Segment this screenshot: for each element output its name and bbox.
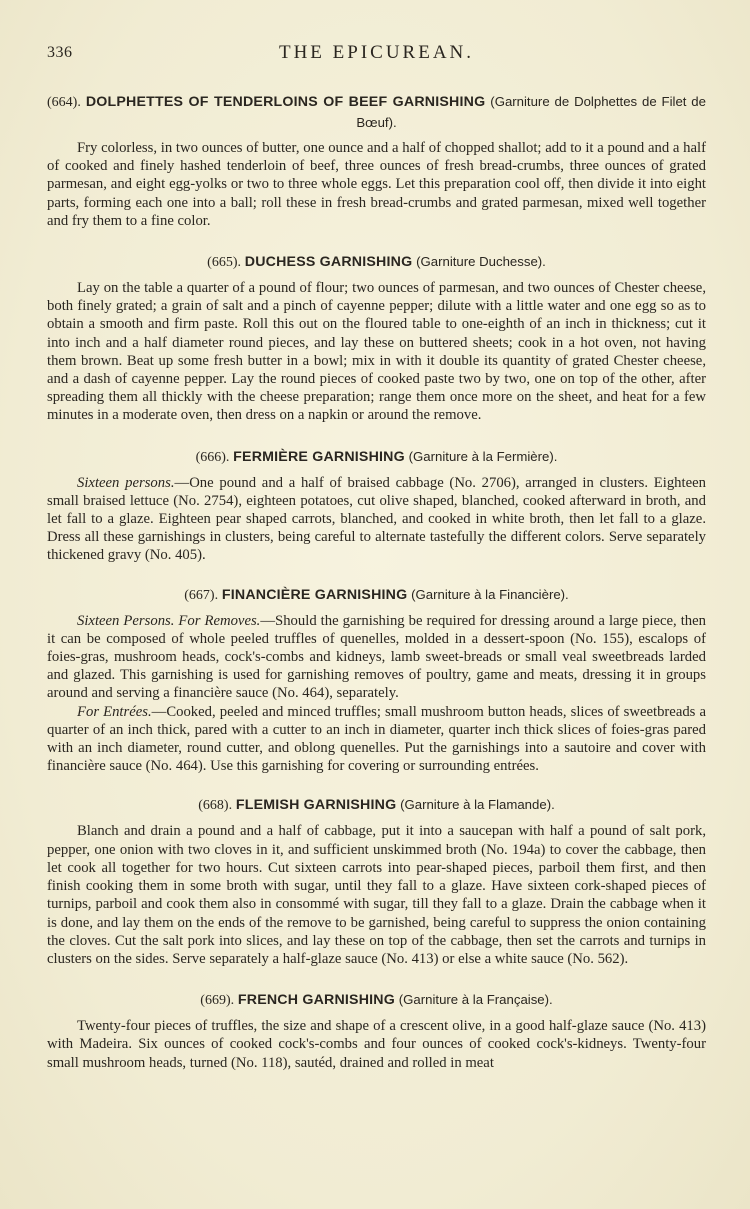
recipe-665	[47, 252, 706, 425]
recipe-666	[47, 447, 706, 565]
recipe-664	[47, 92, 706, 230]
recipe-paragraph: Lay on the table a quarter of a pound of flour; two ounces of parmesan, and two ounces of Chester cheese, both finely grated; a grain of salt and a pinch of cayenne pepper; dilute with a little water and one egg so as to obtain a smooth and firm paste. Roll this out on the floured table to one-eighth of an inch in thickness; cut it into inch and a half diameter round pieces, and lay these on buttered sheets; cook in a hot oven, not having them brown. Beat up some fresh butter in a bowl; mix in with it double its quantity of grated Chester cheese, and a dash of cayenne pepper. Lay the round pieces of cooked paste two by two, one on top of the other, after spreading them all thickly with the cheese preparation; range them once more on the sheet, and heat for a few minutes in a moderate oven, then dress on a napkin or around the remove.	[47, 280, 706, 424]
recipe-heading	[47, 252, 706, 273]
recipe-french-title: (Garniture Duchesse).	[416, 254, 546, 270]
recipe-title: DUCHESS GARNISHING	[244, 254, 413, 271]
page-number: 336	[47, 44, 73, 61]
recipe-title: FERMIÈRE GARNISHING	[233, 448, 405, 465]
recipe-668	[47, 795, 706, 968]
recipe-heading	[47, 447, 706, 468]
recipe-french-title: (Garniture à la Française).	[398, 992, 553, 1008]
recipe-669	[47, 990, 706, 1072]
recipe-title: FRENCH GARNISHING	[237, 992, 395, 1009]
recipe-667	[47, 585, 706, 776]
recipe-number: (666).	[195, 449, 230, 465]
paragraph-lead: Sixteen Persons. For Removes.	[77, 612, 261, 629]
recipe-french-title: (Garniture de Dolphettes de Filet de Bœuf).	[356, 94, 706, 130]
recipe-french-title: (Garniture à la Fermière).	[408, 448, 558, 464]
paragraph-text: —Cooked, peeled and minced truffles; small mushroom button heads, slices of sweetbreads a quarter of an inch thick, pared with a cutter to an inch in diameter, quarter inch thick slices of foies-gras pared with an inch diameter, round cutter, and oblong quenelles. Put the garnishings into a sautoire and cover with financière sauce (No. 464). Use this garnishing for covering or surrounding entrées.	[47, 703, 706, 775]
paragraph-text: —One pound and a half of braised cabbage (No. 2706), arranged in clusters. Eighteen small braised lettuce (No. 2754), eighteen potatoes, cut olive shaped, blanched, cooked afterward in broth, and let fall to a glaze. Eighteen pear shaped carrots, blanched, and cooked in white broth, then let fall to a glaze. Dress all these garnishings in clusters, being careful to alternate tastefully the different colors. Serve separately thickened gravy (No. 405).	[47, 474, 706, 564]
recipe-heading	[47, 990, 706, 1011]
recipe-paragraph	[47, 474, 706, 565]
recipe-paragraph	[47, 703, 706, 776]
recipe-title: DOLPHETTES OF TENDERLOINS OF BEEF GARNISHING	[85, 94, 486, 110]
paragraph-lead: Sixteen persons.	[77, 474, 175, 491]
recipe-french-title: (Garniture à la Financière).	[411, 586, 569, 602]
recipe-title: FINANCIÈRE GARNISHING	[221, 586, 408, 603]
recipe-number: (667).	[184, 587, 219, 603]
recipe-heading	[47, 795, 706, 816]
running-title: THE EPICUREAN.	[278, 42, 475, 63]
recipe-french-title: (Garniture à la Flamande).	[400, 797, 555, 813]
running-head	[47, 40, 706, 70]
recipe-number: (669).	[200, 993, 235, 1009]
recipe-paragraph: Fry colorless, in two ounces of butter, one ounce and a half of chopped shallot; add to it a pound and a half of cooked and finely hashed tenderloin of beef, three ounces of fresh bread-crumbs, three ounces of grated parmesan, and eight egg-yolks or two to three whole eggs. Let this preparation cool off, then divide it into eight parts, forming each one into a ball; roll these in fresh bread-crumbs and grated parmesan, mixed well together and fry them to a fine color.	[47, 140, 706, 229]
recipe-number: (665).	[207, 255, 241, 271]
recipe-paragraph: Blanch and drain a pound and a half of cabbage, put it into a saucepan with half a pound of salt pork, pepper, one onion with two cloves in it, and sufficient unskimmed broth (No. 194a) to cover the cabbage, then let cook all together for two hours. Cut sixteen carrots into pear-shaped pieces, parboil them first, and then finish cooking them in some broth with sugar, until they fall to a glaze. Have sixteen cork-shaped pieces of turnips, parboil and cook them also in consommé with sugar, till they fall to a glaze. Drain the cabbage when it is done, and lay them on the ends of the remove to be garnished, being careful to suppress the onion containing the cloves. Cut the salt pork into slices, and lay these on top of the cabbage, then set the carrots and turnips in clusters on the sides. Serve separately a half-glaze sauce (No. 413) or else a white sauce (No. 562).	[47, 823, 706, 967]
recipe-paragraph	[47, 612, 706, 703]
recipe-paragraph: Twenty-four pieces of truffles, the size and shape of a crescent olive, in a good half-glaze sauce (No. 413) with Madeira. Six ounces of cooked cock's-combs and four ounces of cooked cock's-kidneys. Twenty-four small mushroom heads, turned (No. 118), sautéd, drained and rolled in meat	[47, 1018, 706, 1071]
paragraph-text: —Should the garnishing be required for dressing around a large piece, then it can be composed of whole peeled truffles of quenelles, molded in a dessert-spoon (No. 155), escalops of foies-gras, mushroom heads, cock's-combs and kidneys, lamb sweet-breads or small veal sweetbreads larded and glazed. This garnishing is used for garnishing removes of poultry, game and meats, dressing it in groups around and serving a financière sauce (No. 464), separately.	[47, 612, 706, 702]
recipe-number: (668).	[198, 798, 233, 814]
recipe-heading	[47, 92, 706, 133]
paragraph-lead: For Entrées.	[77, 703, 152, 720]
recipe-number: (664).	[47, 95, 81, 110]
recipe-heading	[47, 585, 706, 606]
recipe-title: FLEMISH GARNISHING	[235, 797, 397, 814]
